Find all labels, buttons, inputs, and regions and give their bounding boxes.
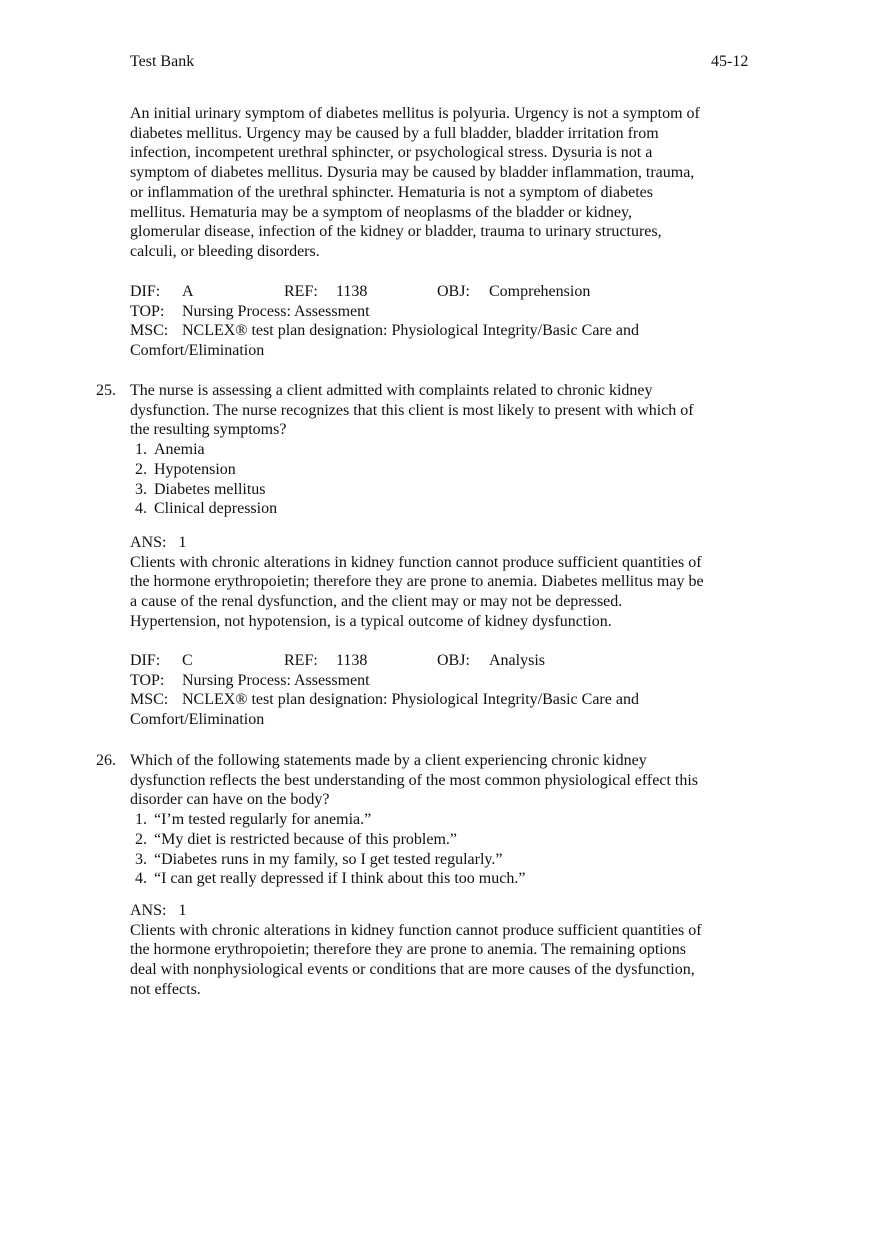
rationale-line: the hormone erythropoietin; therefore they are prone to anemia. The remaining options: [130, 941, 686, 959]
text-line: or inflammation of the urethral sphincter. Hematuria is not a symptom of diabetes: [130, 183, 653, 201]
msc-value-cont: Comfort/Elimination: [130, 711, 265, 729]
text-line: mellitus. Hematuria may be a symptom of neoplasms of the bladder or kidney,: [130, 203, 632, 221]
top-value: Nursing Process: Assessment: [182, 671, 370, 689]
answer: ANS: 1: [130, 902, 187, 919]
page-number: 45-12: [711, 53, 749, 70]
option: 3. “Diabetes runs in my family, so I get tested regularly.”: [135, 850, 503, 868]
option: 1. “I’m tested regularly for anemia.”: [135, 811, 372, 829]
text-line: infection, incompetent urethral sphincter, or psychological stress. Dysuria is not a: [130, 144, 653, 162]
msc-label: MSC:: [130, 322, 169, 340]
option: 2. “My diet is restricted because of this problem.”: [135, 830, 458, 848]
dif-value: C: [182, 652, 193, 669]
obj-label: OBJ:: [437, 652, 470, 669]
meta-25: [130, 651, 770, 730]
dif-label: DIF:: [130, 283, 161, 300]
question-25: [130, 381, 770, 519]
rationale-line: Hypertension, not hypotension, is a typical outcome of kidney dysfunction.: [130, 612, 612, 630]
answer-26: [130, 901, 770, 1000]
msc-value: NCLEX® test plan designation: Physiological Integrity/Basic Care and: [182, 691, 639, 709]
dif-label: DIF:: [130, 652, 161, 669]
answer: ANS: 1: [130, 534, 187, 551]
obj-value: Comprehension: [489, 283, 591, 300]
ref-value: 1138: [336, 652, 368, 669]
msc-value-cont: Comfort/Elimination: [130, 342, 265, 360]
top-value: Nursing Process: Assessment: [182, 302, 370, 320]
rationale-prev: [130, 104, 770, 262]
ref-value: 1138: [336, 283, 368, 300]
rationale-line: Clients with chronic alterations in kidney function cannot produce sufficient quantities of: [130, 921, 702, 939]
stem-line: dysfunction reflects the best understanding of the most common physiological effect this: [130, 771, 699, 789]
rationale-line: Clients with chronic alterations in kidney function cannot produce sufficient quantities of: [130, 553, 702, 571]
option: 4. “I can get really depressed if I think about this too much.”: [135, 870, 526, 888]
answer-25: [130, 533, 770, 632]
question-number: 25.: [96, 382, 116, 399]
stem-line: disorder can have on the body?: [130, 791, 330, 809]
obj-label: OBJ:: [437, 283, 470, 300]
text-line: calculi, or bleeding disorders.: [130, 242, 320, 260]
question-26: [130, 751, 770, 889]
rationale-line: the hormone erythropoietin; therefore they are prone to anemia. Diabetes mellitus may be: [130, 573, 704, 591]
rationale-line: a cause of the renal dysfunction, and the client may or may not be depressed.: [130, 593, 623, 611]
ref-label: REF:: [284, 283, 318, 300]
top-label: TOP:: [130, 302, 165, 320]
option: 3. Diabetes mellitus: [135, 480, 266, 498]
option: 2. Hypotension: [135, 460, 236, 478]
ref-label: REF:: [284, 652, 318, 669]
option: 4. Clinical depression: [135, 500, 278, 518]
question-number: 26.: [96, 752, 116, 769]
rationale-line: deal with nonphysiological events or conditions that are more causes of the dysfunction,: [130, 961, 695, 979]
stem-line: The nurse is assessing a client admitted with complaints related to chronic kidney: [130, 382, 653, 399]
dif-value: A: [182, 283, 194, 300]
stem-line: the resulting symptoms?: [130, 421, 287, 439]
stem-line: dysfunction. The nurse recognizes that this client is most likely to present with which of: [130, 401, 694, 419]
msc-value: NCLEX® test plan designation: Physiological Integrity/Basic Care and: [182, 322, 639, 340]
option: 1. Anemia: [135, 441, 205, 459]
text-line: glomerular disease, infection of the kidney or bladder, trauma to urinary structures,: [130, 223, 662, 241]
msc-label: MSC:: [130, 691, 169, 709]
text-line: symptom of diabetes mellitus. Dysuria may be caused by bladder inflammation, trauma,: [130, 164, 695, 182]
stem-line: Which of the following statements made by a client experiencing chronic kidney: [130, 752, 647, 769]
header-title: Test Bank: [130, 53, 195, 70]
top-label: TOP:: [130, 671, 165, 689]
text-line: An initial urinary symptom of diabetes mellitus is polyuria. Urgency is not a symptom of: [130, 105, 700, 122]
obj-value: Analysis: [489, 652, 545, 669]
rationale-line: not effects.: [130, 980, 201, 998]
meta-prev: [130, 282, 770, 361]
text-line: diabetes mellitus. Urgency may be caused by a full bladder, bladder irritation from: [130, 124, 659, 142]
